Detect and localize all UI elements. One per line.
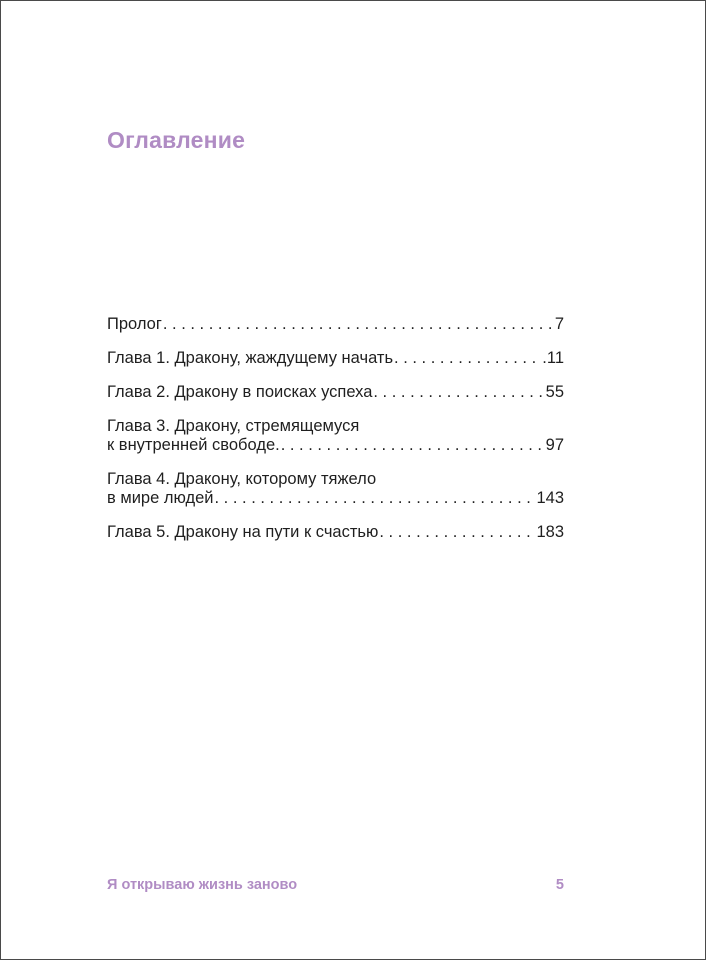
toc-entry-chapter-4 bbox=[107, 470, 564, 508]
toc-entry-title-line-2: к внутренней свободе. bbox=[107, 436, 280, 454]
toc-entry-chapter-3 bbox=[107, 417, 564, 455]
toc-entry-title: Глава 1. Дракону, жаждущему начать bbox=[107, 349, 394, 367]
toc-entry-prologue bbox=[107, 315, 564, 334]
toc-entry-title-line-2: в мире людей bbox=[107, 489, 214, 507]
toc-entry-title: Глава 5. Дракону на пути к счастью bbox=[107, 523, 379, 541]
toc-entry-page: 7 bbox=[554, 315, 564, 333]
dot-leader bbox=[373, 383, 544, 402]
toc-entry-title: Пролог bbox=[107, 315, 162, 333]
toc-entry-chapter-1 bbox=[107, 349, 564, 368]
running-footer-title: Я открываю жизнь заново bbox=[107, 877, 298, 893]
toc-entry-page: 55 bbox=[545, 383, 564, 401]
page-number: 5 bbox=[555, 877, 564, 893]
dot-leader bbox=[163, 315, 554, 334]
dot-leader bbox=[215, 489, 536, 508]
toc-entry-chapter-2 bbox=[107, 383, 564, 402]
dot-leader bbox=[394, 349, 541, 368]
table-of-contents bbox=[107, 315, 564, 557]
toc-entry-page: 183 bbox=[536, 523, 564, 541]
toc-entry-title-line-1: Глава 4. Дракону, которому тяжело bbox=[107, 470, 377, 488]
toc-entry-title: Глава 2. Дракону в поисках успеха bbox=[107, 383, 373, 401]
toc-entry-page: .11 bbox=[542, 349, 564, 367]
toc-entry-page: 143 bbox=[536, 489, 564, 507]
toc-entry-chapter-5 bbox=[107, 523, 564, 542]
toc-entry-page: 97 bbox=[545, 436, 564, 454]
page-title: Оглавление bbox=[107, 127, 246, 153]
dot-leader bbox=[379, 523, 535, 542]
toc-entry-title-line-1: Глава 3. Дракону, стремящемуся bbox=[107, 417, 360, 435]
dot-leader bbox=[281, 436, 545, 455]
